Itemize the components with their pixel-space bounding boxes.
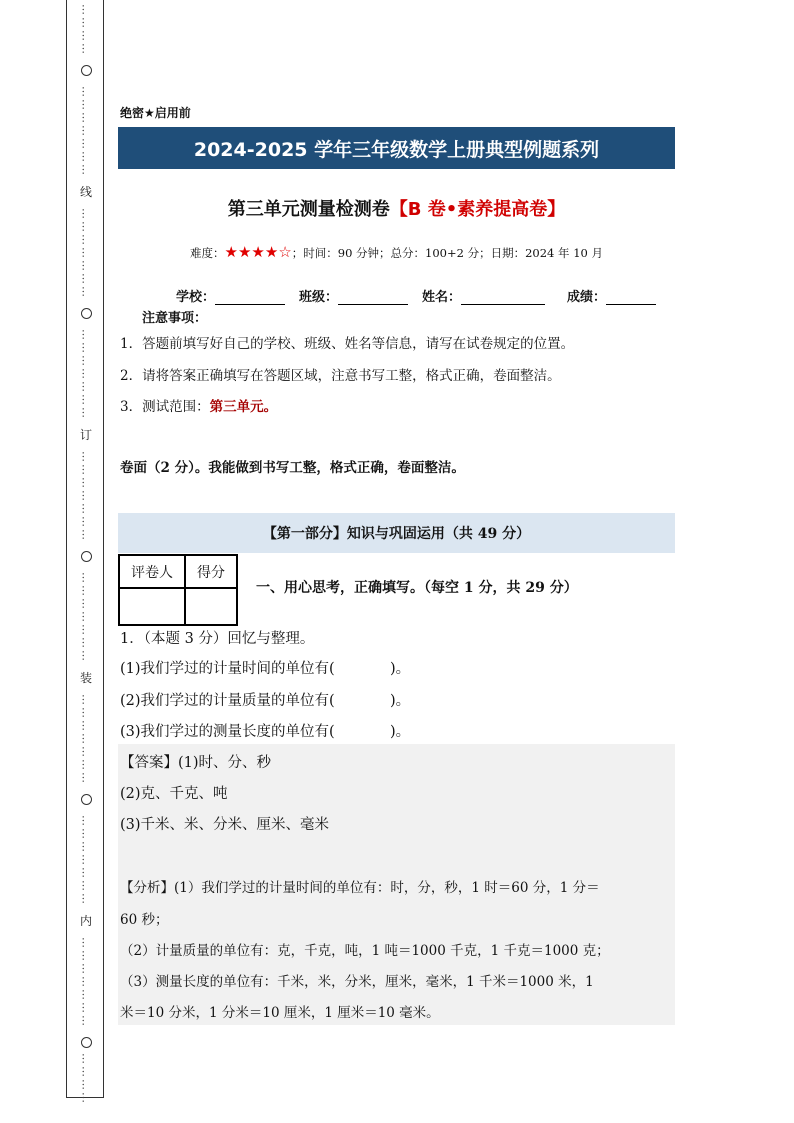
score-table [118, 554, 238, 626]
circle-mark [81, 1037, 92, 1048]
score-blank[interactable] [606, 290, 656, 305]
school-blank[interactable] [215, 290, 285, 305]
question-sub: (2)我们学过的计量质量的单位有( )。 [120, 693, 411, 709]
analysis-line: 米＝10 分米，1 分米＝10 厘米，1 厘米＝10 毫米。 [120, 1005, 440, 1021]
dotted-line: ………………… [79, 207, 93, 299]
star-filled-icon: ★ [237, 243, 252, 261]
binding-word: 内 [79, 914, 92, 928]
class-blank[interactable] [338, 290, 408, 305]
name-label: 姓名： [422, 290, 462, 305]
binding-margin [66, 0, 104, 1105]
question-sub: (1)我们学过的计量时间的单位有( )。 [120, 661, 411, 677]
part-one-title: 【第一部分】知识与巩固运用（共 49 分） [262, 526, 531, 542]
score-cell[interactable] [185, 588, 237, 625]
score-field[interactable] [567, 286, 656, 305]
binding-word: 装 [79, 671, 92, 685]
name-field[interactable] [422, 286, 545, 305]
star-filled-icon: ★ [251, 243, 265, 261]
confidential-label: 绝密★启用前 [120, 106, 191, 120]
dotted-line: ………………… [79, 450, 93, 542]
exam-details: ；时间：90 分钟；总分：100+2 分；日期：2024 年 10 月 [291, 246, 603, 260]
unit-title [118, 195, 675, 221]
difficulty-label: 难度： [190, 246, 225, 260]
difficulty-rating [224, 243, 292, 261]
binding-word: 线 [79, 185, 92, 199]
school-field[interactable] [176, 286, 285, 305]
answer-line: (2)克、千克、吨 [120, 786, 228, 802]
grader-header: 评卷人 [119, 555, 185, 588]
class-field[interactable] [299, 286, 408, 305]
section-one-title: 一、用心思考，正确填写。（每空 1 分，共 29 分） [256, 580, 578, 596]
student-info-fields [176, 286, 676, 305]
analysis-line: （2）计量质量的单位有：克，千克，吨，1 吨＝1000 千克，1 千克＝1000 克； [120, 943, 610, 959]
unit-title-tag: 【B 卷•素养提高卷】 [389, 199, 566, 220]
dotted-line: ………………… [79, 85, 93, 177]
dotted-line: ………………… [79, 328, 93, 420]
dotted-line: ………………… [79, 814, 93, 906]
circle-mark [81, 551, 92, 562]
circle-mark [81, 794, 92, 805]
neatness-statement: 卷面（2 分）。我能做到书写工整，格式正确，卷面整洁。 [120, 460, 465, 476]
notice-item: 1．答题前填写好自己的学校、班级、姓名等信息，请写在试卷规定的位置。 [120, 336, 575, 352]
answer-line: 【答案】(1)时、分、秒 [120, 755, 272, 771]
analysis-line: （3）测量长度的单位有：千米，米，分米，厘米，毫米，1 千米＝1000 米，1 [120, 974, 594, 990]
dotted-line: ………………… [79, 571, 93, 663]
dotted-line: ………………… [79, 936, 93, 1028]
analysis-line: 60 秒； [120, 912, 169, 928]
grader-cell[interactable] [119, 588, 185, 625]
dotted-line: ………… [79, 4, 93, 56]
star-empty-icon: ☆ [278, 243, 292, 261]
part-one-header [118, 513, 675, 553]
school-label: 学校： [176, 290, 216, 305]
name-blank[interactable] [461, 290, 545, 305]
dotted-line: ………… [79, 1053, 93, 1105]
test-scope: 第三单元。 [209, 399, 278, 415]
question-stem: 1．（本题 3 分）回忆与整理。 [120, 631, 315, 647]
circle-mark [81, 65, 92, 76]
unit-title-text: 第三单元测量检测卷 [227, 199, 390, 220]
score-label: 成绩： [567, 290, 607, 305]
series-title: 2024-2025 学年三年级数学上册典型例题系列 [193, 138, 600, 161]
notice-item: 2．请将答案正确填写在答题区域，注意书写工整，格式正确，卷面整洁。 [120, 368, 561, 384]
star-filled-icon: ★ [264, 243, 279, 261]
notice-item [120, 395, 277, 415]
dotted-line: ………………… [79, 693, 93, 785]
question-sub: (3)我们学过的测量长度的单位有( )。 [120, 724, 411, 740]
circle-mark [81, 308, 92, 319]
answer-line: (3)千米、米、分米、厘米、毫米 [120, 817, 330, 833]
notice-heading: 注意事项： [142, 311, 208, 326]
binding-word: 订 [79, 428, 92, 442]
series-title-bar [118, 127, 675, 169]
exam-meta [118, 243, 675, 261]
analysis-line: 【分析】(1）我们学过的计量时间的单位有：时，分，秒，1 时＝60 分，1 分＝ [120, 880, 600, 896]
notice-item-prefix: 3．测试范围： [120, 399, 210, 415]
score-header: 得分 [185, 555, 237, 588]
class-label: 班级： [299, 290, 339, 305]
star-filled-icon: ★ [224, 243, 238, 261]
